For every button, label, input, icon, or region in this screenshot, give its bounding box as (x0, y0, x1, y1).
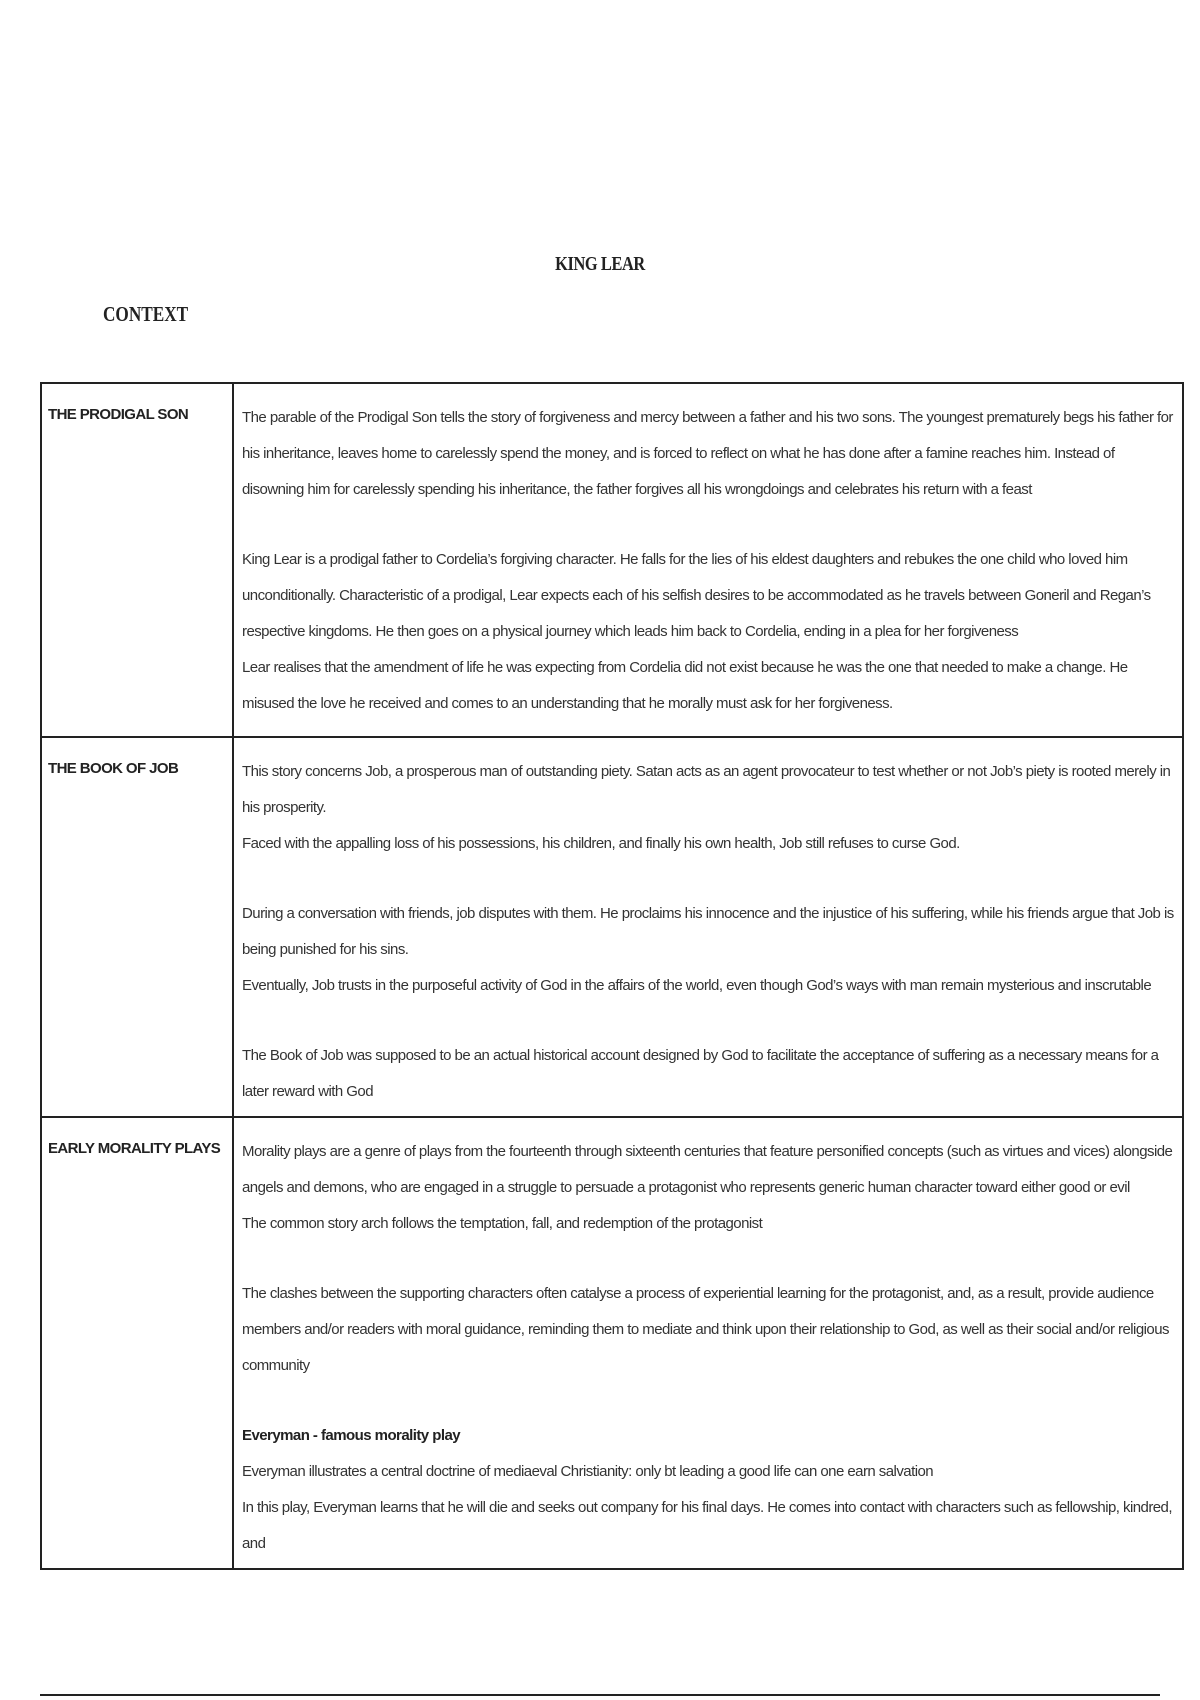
paragraph: This story concerns Job, a prosperous man of outstanding piety. Satan acts as an agent provocateur to test whether or not Job’s piety is rooted merely in his prosperity. (242, 763, 1171, 816)
paragraph: During a conversation with friends, job disputes with them. He proclaims his innocence and the injustice of his suffering, while his friends argue that Job is being punished for his sins. (242, 905, 1174, 958)
paragraph: The clashes between the supporting characters often catalyse a process of experiential learning for the protagonist, and, as a result, provide audience members and/or readers with moral guidance, reminding them to mediate and think upon their relationship to God, as well as their social and/or religious community (242, 1285, 1169, 1374)
footer-divider (40, 1694, 1160, 1696)
row-content (233, 737, 1183, 1117)
row-label: THE PRODIGAL SON (41, 383, 233, 737)
paragraph: Everyman illustrates a central doctrine of mediaeval Christianity: only bt leading a good life can one earn salvation (242, 1463, 934, 1480)
paragraph: In this play, Everyman learns that he will die and seeks out company for his final days. He comes into contact with characters such as fellowship, kindred, and (242, 1499, 1172, 1552)
section-heading: CONTEXT (103, 302, 189, 326)
paragraph: Morality plays are a genre of plays from the fourteenth through sixteenth centuries that feature personified concepts (such as virtues and vices) alongside angels and demons, who are engaged in a struggle to persuade a protagonist who represents generic human character toward either good or evil (242, 1143, 1173, 1196)
paragraph: King Lear is a prodigal father to Cordelia’s forgiving character. He falls for the lies of his eldest daughters and rebukes the one child who loved him unconditionally. Characteristic of a prodigal, Lear expects each of his selfish desires to be accommodated as he travels between Goneril and Regan’s respective kingdoms. He then goes on a physical journey which leads him back to Cordelia, ending in a plea for her forgiveness (242, 551, 1151, 640)
row-label: THE BOOK OF JOB (41, 737, 233, 1117)
paragraph: Eventually, Job trusts in the purposeful activity of God in the affairs of the world, even though God’s ways with man remain mysterious and inscrutable (242, 977, 1152, 994)
row-label: EARLY MORALITY PLAYS (41, 1117, 233, 1569)
table-row-early-morality-plays (41, 1117, 1183, 1569)
row-content (233, 1117, 1183, 1569)
paragraph: The Book of Job was supposed to be an actual historical account designed by God to facilitate the acceptance of suffering as a necessary means for a later reward with God (242, 1047, 1159, 1100)
subheading: Everyman - famous morality play (242, 1427, 461, 1444)
paragraph: The parable of the Prodigal Son tells the story of forgiveness and mercy between a father and his two sons. The youngest prematurely begs his father for his inheritance, leaves home to carelessly spend the money, and is forced to reflect on what he has done after a famine reaches him. Instead of disowning him for carelessly spending his inheritance, the father forgives all his wrongdoings and celebrates his return with a feast (242, 409, 1173, 498)
paragraph: Faced with the appalling loss of his possessions, his children, and finally his own health, Job still refuses to curse God. (242, 835, 960, 852)
row-content (233, 383, 1183, 737)
context-table (40, 382, 1184, 1570)
table-row-prodigal-son (41, 383, 1183, 737)
document-title: KING LEAR (555, 253, 645, 275)
paragraph: Lear realises that the amendment of life he was expecting from Cordelia did not exist because he was the one that needed to make a change. He misused the love he received and comes to an understanding that he morally must ask for her forgiveness. (242, 659, 1128, 712)
table-row-book-of-job (41, 737, 1183, 1117)
paragraph: The common story arch follows the temptation, fall, and redemption of the protagonist (242, 1215, 763, 1232)
